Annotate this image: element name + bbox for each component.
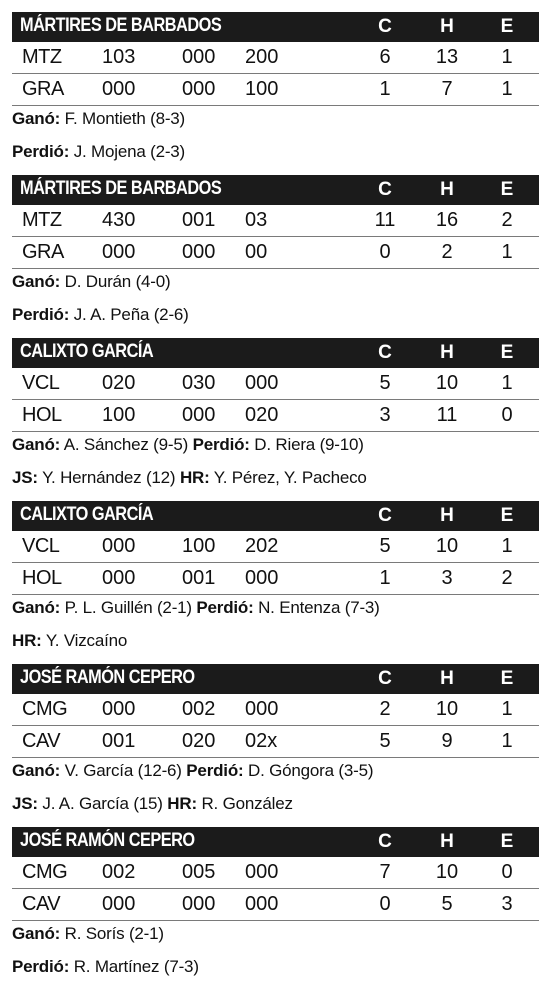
innings-group: 100	[182, 535, 216, 557]
note-value: R. Martínez (7-3)	[73, 957, 199, 976]
team-row	[12, 694, 539, 726]
game-block	[0, 827, 550, 990]
team-row	[12, 400, 539, 432]
errors-value: 1	[501, 535, 513, 557]
hits-value: 2	[441, 241, 453, 263]
note-label: Ganó:	[12, 598, 61, 617]
note-label: Perdió:	[196, 598, 254, 617]
team-code: MTZ	[22, 46, 62, 68]
column-header-e: E	[500, 16, 514, 37]
pitching-notes	[12, 761, 373, 781]
team-code: MTZ	[22, 209, 62, 231]
game-block	[0, 175, 550, 338]
innings-group: 000	[182, 241, 216, 263]
note-label: Perdió:	[192, 435, 250, 454]
hits-value: 16	[435, 209, 459, 231]
column-header-c: C	[378, 179, 392, 200]
errors-value: 2	[501, 567, 513, 589]
innings-group: 001	[102, 730, 136, 752]
pitching-notes	[12, 142, 185, 162]
team-row	[12, 74, 539, 106]
innings-group: 202	[245, 535, 279, 557]
game-block	[0, 664, 550, 827]
venue-name: MÁRTIRES DE BARBADOS	[20, 15, 222, 36]
game-header	[12, 338, 539, 368]
team-code: GRA	[22, 241, 64, 263]
team-row	[12, 857, 539, 889]
note-value: J. Mojena (2-3)	[73, 142, 186, 161]
runs-value: 7	[379, 861, 391, 883]
innings-group: 00	[245, 241, 268, 263]
hits-value: 3	[441, 567, 453, 589]
note-label: Ganó:	[12, 761, 61, 780]
venue-name: MÁRTIRES DE BARBADOS	[20, 178, 222, 199]
errors-value: 1	[501, 241, 513, 263]
innings-group: 000	[182, 893, 216, 915]
team-code: HOL	[22, 404, 62, 426]
note-label: HR:	[12, 631, 42, 650]
innings-group: 000	[245, 567, 279, 589]
runs-value: 6	[379, 46, 391, 68]
hits-value: 10	[435, 698, 459, 720]
innings-group: 000	[102, 893, 136, 915]
column-header-h: H	[440, 179, 454, 200]
runs-value: 11	[374, 209, 396, 231]
note-value: D. Góngora (3-5)	[248, 761, 374, 780]
innings-group: 000	[182, 46, 216, 68]
note-label: Perdió:	[186, 761, 244, 780]
hits-value: 11	[436, 404, 458, 426]
game-header	[12, 827, 539, 857]
column-header-c: C	[378, 342, 392, 363]
innings-group: 020	[245, 404, 279, 426]
column-header-e: E	[500, 342, 514, 363]
column-header-h: H	[440, 668, 454, 689]
venue-name: CALIXTO GARCÍA	[20, 504, 154, 525]
column-header-e: E	[500, 505, 514, 526]
team-row	[12, 368, 539, 400]
pitching-notes	[12, 794, 293, 814]
column-header-c: C	[378, 505, 392, 526]
note-label: JS:	[12, 794, 38, 813]
innings-group: 001	[182, 209, 216, 231]
column-header-h: H	[440, 505, 454, 526]
hits-value: 9	[441, 730, 453, 752]
game-header	[12, 501, 539, 531]
innings-group: 000	[102, 78, 136, 100]
innings-group: 430	[102, 209, 136, 231]
runs-value: 3	[379, 404, 391, 426]
innings-group: 100	[245, 78, 279, 100]
runs-value: 5	[379, 730, 391, 752]
note-value: J. A. García (15)	[42, 794, 163, 813]
note-label: Perdió:	[12, 957, 70, 976]
note-value: Y. Vizcaíno	[45, 631, 128, 650]
team-code: VCL	[22, 535, 60, 557]
pitching-notes	[12, 435, 364, 455]
errors-value: 1	[501, 46, 513, 68]
note-value: N. Entenza (7-3)	[258, 598, 380, 617]
note-value: Y. Hernández (12)	[42, 468, 176, 487]
errors-value: 2	[501, 209, 513, 231]
runs-value: 2	[379, 698, 391, 720]
team-row	[12, 42, 539, 74]
note-value: D. Durán (4-0)	[64, 272, 171, 291]
innings-group: 000	[102, 241, 136, 263]
column-header-c: C	[378, 16, 392, 37]
team-row	[12, 726, 539, 758]
team-code: HOL	[22, 567, 62, 589]
innings-group: 000	[182, 78, 216, 100]
hits-value: 5	[441, 893, 453, 915]
hits-value: 7	[441, 78, 453, 100]
team-code: CMG	[22, 698, 68, 720]
innings-group: 100	[102, 404, 136, 426]
pitching-notes	[12, 109, 185, 129]
note-value: Y. Pérez, Y. Pacheco	[213, 468, 367, 487]
runs-value: 5	[379, 372, 391, 394]
venue-name: CALIXTO GARCÍA	[20, 341, 154, 362]
innings-group: 000	[102, 567, 136, 589]
innings-group: 001	[182, 567, 216, 589]
team-code: CAV	[22, 893, 61, 915]
note-label: Ganó:	[12, 272, 61, 291]
column-header-c: C	[378, 831, 392, 852]
note-label: Perdió:	[12, 142, 70, 161]
venue-name: JOSÉ RAMÓN CEPERO	[20, 667, 195, 688]
note-value: V. García (12-6)	[64, 761, 182, 780]
venue-name: JOSÉ RAMÓN CEPERO	[20, 830, 195, 851]
innings-group: 03	[245, 209, 268, 231]
innings-group: 000	[245, 698, 279, 720]
innings-group: 000	[245, 861, 279, 883]
column-header-e: E	[500, 179, 514, 200]
runs-value: 5	[379, 535, 391, 557]
note-value: J. A. Peña (2-6)	[73, 305, 189, 324]
errors-value: 1	[501, 698, 513, 720]
note-label: Ganó:	[12, 924, 61, 943]
column-header-h: H	[440, 342, 454, 363]
team-row	[12, 889, 539, 921]
innings-group: 000	[182, 404, 216, 426]
note-label: JS:	[12, 468, 38, 487]
column-header-h: H	[440, 16, 454, 37]
innings-group: 020	[182, 730, 216, 752]
note-value: D. Riera (9-10)	[254, 435, 364, 454]
game-block	[0, 12, 550, 175]
column-header-c: C	[378, 668, 392, 689]
runs-value: 0	[379, 241, 391, 263]
note-label: Ganó:	[12, 435, 61, 454]
errors-value: 1	[501, 730, 513, 752]
team-row	[12, 205, 539, 237]
team-code: CMG	[22, 861, 68, 883]
innings-group: 002	[182, 698, 216, 720]
game-header	[12, 664, 539, 694]
note-value: A. Sánchez (9-5)	[63, 435, 189, 454]
innings-group: 020	[102, 372, 136, 394]
innings-group: 030	[182, 372, 216, 394]
runs-value: 0	[379, 893, 391, 915]
pitching-notes	[12, 924, 164, 944]
runs-value: 1	[379, 567, 391, 589]
team-row	[12, 531, 539, 563]
pitching-notes	[12, 957, 199, 977]
innings-group: 103	[102, 46, 136, 68]
errors-value: 1	[501, 372, 513, 394]
innings-group: 005	[182, 861, 216, 883]
note-label: Perdió:	[12, 305, 70, 324]
innings-group: 200	[245, 46, 279, 68]
runs-value: 1	[379, 78, 391, 100]
note-label: Ganó:	[12, 109, 61, 128]
note-label: HR:	[179, 468, 210, 487]
team-row	[12, 563, 539, 595]
innings-group: 02x	[245, 730, 278, 752]
innings-group: 000	[102, 698, 136, 720]
pitching-notes	[12, 598, 380, 618]
innings-group: 000	[102, 535, 136, 557]
team-code: CAV	[22, 730, 61, 752]
team-code: VCL	[22, 372, 60, 394]
hits-value: 13	[435, 46, 459, 68]
column-header-e: E	[500, 668, 514, 689]
game-block	[0, 501, 550, 664]
column-header-e: E	[500, 831, 514, 852]
pitching-notes	[12, 631, 127, 651]
game-header	[12, 175, 539, 205]
column-header-h: H	[440, 831, 454, 852]
innings-group: 002	[102, 861, 136, 883]
pitching-notes	[12, 272, 170, 292]
hits-value: 10	[435, 372, 459, 394]
note-value: R. Sorís (2-1)	[64, 924, 164, 943]
hits-value: 10	[435, 861, 459, 883]
note-label: HR:	[167, 794, 197, 813]
pitching-notes	[12, 468, 367, 488]
innings-group: 000	[245, 372, 279, 394]
pitching-notes	[12, 305, 189, 325]
game-block	[0, 338, 550, 501]
game-header	[12, 12, 539, 42]
note-value: P. L. Guillén (2-1)	[64, 598, 192, 617]
errors-value: 0	[501, 404, 513, 426]
team-row	[12, 237, 539, 269]
hits-value: 10	[435, 535, 459, 557]
errors-value: 3	[501, 893, 513, 915]
errors-value: 1	[501, 78, 513, 100]
note-value: R. González	[201, 794, 293, 813]
innings-group: 000	[245, 893, 279, 915]
note-value: F. Montieth (8-3)	[64, 109, 186, 128]
team-code: GRA	[22, 78, 64, 100]
errors-value: 0	[501, 861, 513, 883]
